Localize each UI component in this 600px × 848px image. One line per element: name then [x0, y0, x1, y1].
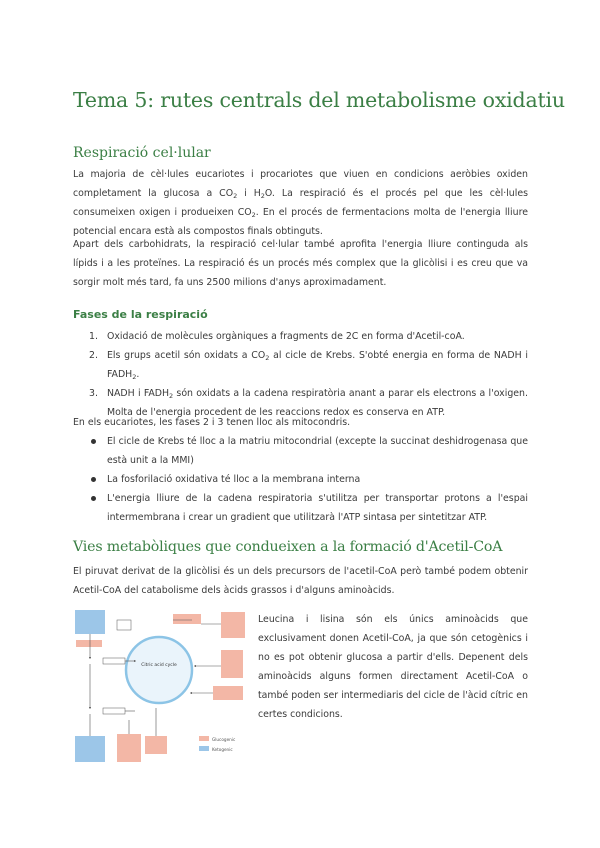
page-title: Tema 5: rutes centrals del metabolisme oxidatiu — [73, 88, 565, 112]
ketogenic-amino-acids-box — [145, 736, 167, 754]
glucogenic-amino-acids-box — [75, 736, 105, 762]
ketogenic-amino-acids-box — [173, 614, 201, 624]
legend-swatch-glucogenic — [199, 736, 209, 741]
paragraph-pyruvate: El piruvat derivat de la glicòlisi és un dels precursors de l'acetil-CoA però també podem obtenir Acetil-CoA del catabolisme dels àcids grassos i d'alguns aminoàcids. — [73, 566, 528, 596]
list-item: 2. Els grups acetil són oxidats a $CO_2$ al cicle de Krebs. S'obté energia en forma de NADH i $FADH_2$. — [89, 350, 528, 381]
ketogenic-amino-acids-box — [117, 734, 141, 762]
list-item: El cicle de Krebs té lloc a la matriu mitocondrial (excepte la succinat deshidrogenasa que està unit a la MMI) — [73, 432, 528, 470]
bullet-icon — [91, 439, 96, 444]
list-item: L'energia lliure de la cadena respiratoria s'utilitza per transportar protons a l'espai intermembrana i crear un gradient que utilitzarà l'ATP sintasa per sintetitzar ATP. — [73, 489, 528, 527]
paragraph-carbohydrates: Apart dels carbohidrats, la respiració cel·lular també aprofita l'energia lliure continguda als lípids i a les proteïnes. La respiració és un procés més complex que la glicòlisi i es creu que va sorgir molt més tard, fa uns 2500 milions d'anys aproximadament. — [73, 239, 528, 288]
svg-text:Citric acid cycle: Citric acid cycle — [141, 663, 177, 668]
list-item: 3. NADH i $FADH_2$ són oxidats a la cadena respiratòria anant a parar els electrons a l'oxigen. Molta de l'energia procedent de les reaccions redox es conserva en ATP. — [89, 388, 528, 418]
bullet-icon — [91, 496, 96, 501]
paragraph-leucine-lysine: Leucina i lisina són els únics aminoàcids que exclusivament donen Acetil-CoA, ja que són cetogènics i no es pot obtenir glucosa a partir d'ells. Depenent dels aminoàcids alguns formen directament Acetil-CoA o també poden ser intermediaris del cicle de l'àcid cítric en certes condicions. — [258, 614, 528, 720]
section-heading-acetylcoa: Vies metabòliques que condueixen a la formació d'Acetil-CoA — [73, 539, 503, 555]
ketogenic-amino-acids-box — [76, 640, 102, 647]
eukaryote-note: En els eucariotes, les fases 2 i 3 tenen lloc als mitocondris. — [73, 417, 351, 428]
pathway-diagram — [73, 608, 250, 770]
list-item: La fosforilació oxidativa té lloc a la membrana interna — [73, 470, 528, 489]
paragraph-intro: La majoria de cèl·lules eucariotes i procariotes que viuen en condicions aeròbies oxiden completament la glucosa a $CO_2$ i $H_2O$. La respiració és el procés pel que les cèl·lules consumeixen oxigen i produeixen $CO_2$. En el procés de fermentacions molta de l'energia lliure potencial encara està als compostos finals obtinguts. — [73, 169, 528, 237]
bullet-list — [73, 432, 528, 527]
svg-text:Ketogenic: Ketogenic — [212, 747, 233, 752]
list-item: 1. Oxidació de molècules orgàniques a fragments de 2C en forma d'Acetil-coA. — [89, 331, 465, 342]
bullet-icon — [91, 477, 96, 482]
citric-acid-cycle — [126, 637, 192, 703]
legend-swatch-ketogenic — [199, 746, 209, 751]
ketogenic-amino-acids-box — [221, 650, 243, 678]
phases-list — [73, 327, 528, 422]
subheading-phases: Fases de la respiració — [73, 308, 208, 321]
amino-acid-pathways-figure — [73, 608, 250, 770]
section-heading-respiration: Respiració cel·lular — [73, 145, 211, 161]
ketogenic-amino-acids-box — [221, 612, 245, 638]
svg-text:Glucogenic: Glucogenic — [212, 737, 236, 742]
ketogenic-amino-acids-box — [213, 686, 243, 700]
glucogenic-amino-acids-box — [75, 610, 105, 634]
